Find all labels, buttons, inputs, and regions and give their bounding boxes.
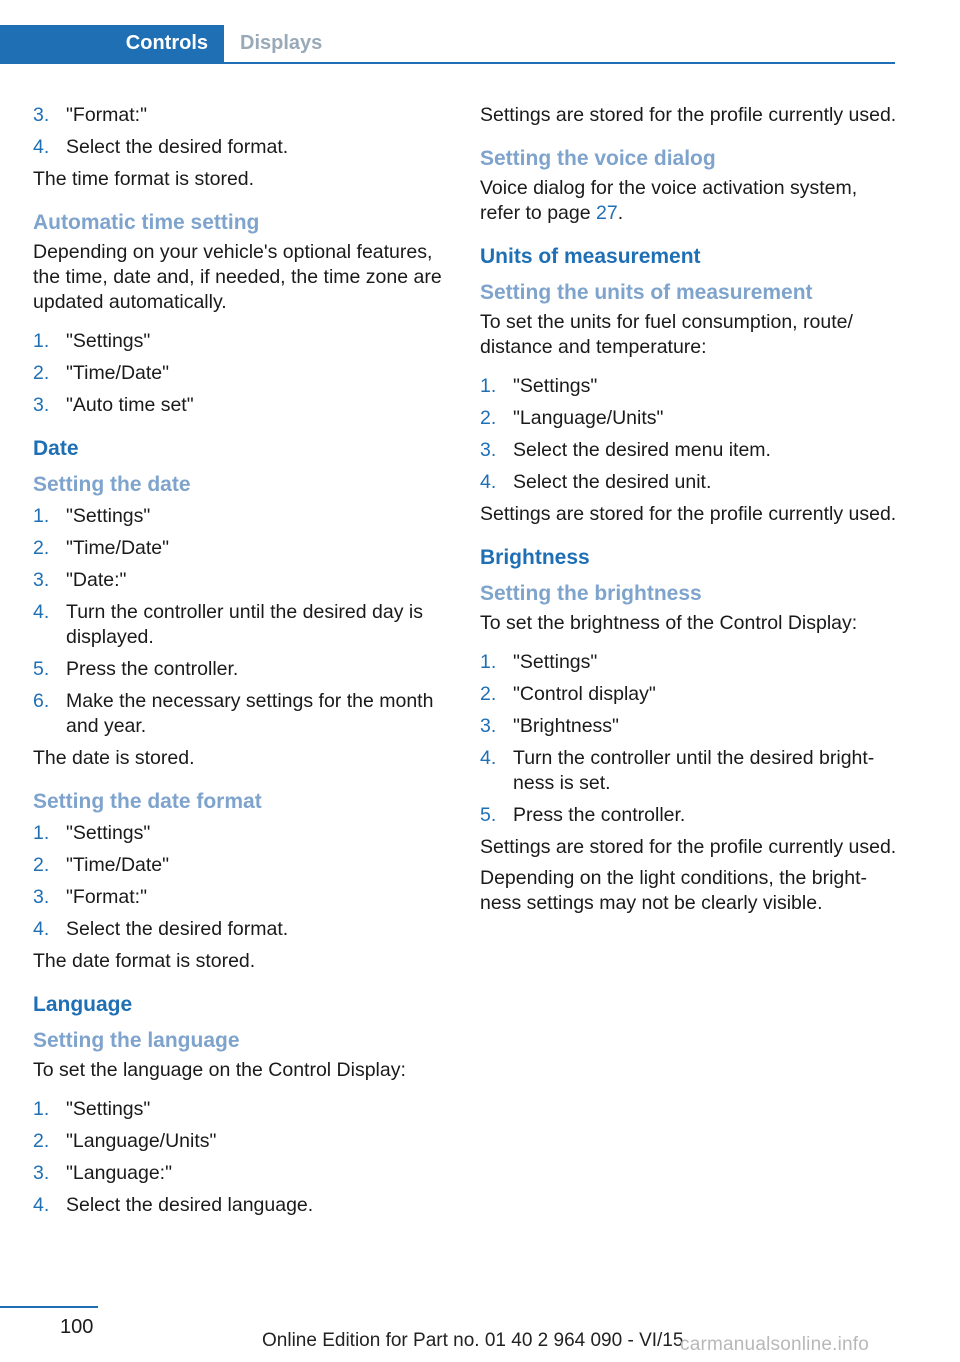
list-item — [480, 682, 900, 707]
step-text: "Brightness" — [513, 715, 619, 737]
list-item — [480, 406, 900, 431]
step-text: Select the desired menu item. — [513, 439, 771, 461]
set-units-text: To set the units for fuel consumption, route/ distance and temperature: — [480, 311, 853, 358]
list-item — [33, 885, 453, 910]
step-text: "Settings" — [66, 330, 151, 352]
step-text: Turn the controller until the desired bright‐ ness is set. — [513, 747, 875, 794]
profile-stored-text: Settings are stored for the profile currently used. — [480, 104, 897, 126]
step-number: 4. — [480, 471, 497, 493]
profile-stored-text: Settings are stored for the profile currently used. — [480, 503, 897, 525]
step-number: 3. — [33, 569, 50, 591]
edition-footer: Online Edition for Part no. 01 40 2 964 090 - VI/15 — [262, 1330, 684, 1351]
auto-time-heading: Automatic time setting — [33, 211, 260, 234]
voice-dialog-heading: Setting the voice dialog — [480, 147, 716, 170]
step-number: 3. — [480, 715, 497, 737]
step-number: 3. — [33, 104, 50, 126]
step-number: 2. — [33, 1130, 50, 1152]
step-text: Select the desired language. — [66, 1194, 314, 1216]
step-text: Press the controller. — [513, 804, 686, 826]
step-text: Press the controller. — [66, 658, 239, 680]
list-item — [33, 393, 453, 418]
list-item — [33, 917, 453, 942]
list-item — [33, 1161, 453, 1186]
list-set-brightness-steps — [480, 650, 900, 828]
voice-dialog-text — [480, 176, 900, 226]
light-conditions-text: Depending on the light conditions, the bright‐ ness settings may not be clearly visible. — [480, 867, 868, 914]
step-number: 5. — [480, 804, 497, 826]
step-text: Select the desired format. — [66, 918, 289, 940]
list-format-steps — [33, 103, 453, 160]
step-text: "Language:" — [66, 1162, 173, 1184]
profile-stored-text: Settings are stored for the profile currently used. — [480, 836, 897, 858]
language-heading: Language — [33, 993, 133, 1016]
set-language-text: To set the language on the Control Display: — [33, 1059, 406, 1081]
step-number: 1. — [480, 651, 497, 673]
step-number: 1. — [33, 1098, 50, 1120]
date-stored-text: The date is stored. — [33, 747, 195, 769]
step-text: "Language/Units" — [66, 1130, 217, 1152]
auto-time-text: Depending on your vehicle's optional features, the time, date and, if needed, the time zone are updated automatically. — [33, 241, 442, 313]
step-text: "Settings" — [66, 822, 151, 844]
step-text: "Language/Units" — [513, 407, 664, 429]
list-item — [33, 568, 453, 593]
list-item — [33, 689, 453, 739]
step-number: 2. — [33, 854, 50, 876]
list-set-language-steps — [33, 1097, 453, 1218]
set-brightness-heading: Setting the brightness — [480, 582, 702, 605]
left-column — [33, 103, 453, 1225]
list-date-format-steps — [33, 821, 453, 942]
date-format-stored-text: The date format is stored. — [33, 950, 256, 972]
step-number: 1. — [480, 375, 497, 397]
list-item — [33, 504, 453, 529]
units-heading: Units of measurement — [480, 245, 701, 268]
step-text: "Format:" — [66, 886, 148, 908]
step-number: 4. — [33, 136, 50, 158]
list-item — [33, 1129, 453, 1154]
list-item — [33, 103, 453, 128]
step-number: 2. — [33, 537, 50, 559]
step-text: Select the desired unit. — [513, 471, 712, 493]
list-item — [33, 853, 453, 878]
step-text: "Time/Date" — [66, 537, 170, 559]
date-heading: Date — [33, 437, 79, 460]
list-item — [480, 438, 900, 463]
step-number: 3. — [33, 886, 50, 908]
step-text: "Settings" — [513, 651, 598, 673]
brightness-heading: Brightness — [480, 546, 590, 569]
step-number: 2. — [33, 362, 50, 384]
set-date-heading: Setting the date — [33, 473, 191, 496]
list-item — [33, 657, 453, 682]
step-number: 1. — [33, 505, 50, 527]
step-text: Select the desired format. — [66, 136, 289, 158]
date-format-heading: Setting the date format — [33, 790, 262, 813]
step-text: "Time/Date" — [66, 362, 170, 384]
right-column — [480, 103, 900, 922]
list-item — [480, 374, 900, 399]
step-text: "Auto time set" — [66, 394, 194, 416]
step-number: 4. — [480, 747, 497, 769]
step-number: 3. — [33, 1162, 50, 1184]
step-text: "Format:" — [66, 104, 148, 126]
list-item — [33, 821, 453, 846]
voice-dialog-text-after: . — [617, 202, 624, 224]
list-set-date-steps — [33, 504, 453, 739]
step-number: 1. — [33, 822, 50, 844]
watermark: carmanualsonline.info — [680, 1334, 870, 1355]
step-text: "Settings" — [66, 505, 151, 527]
list-set-units-steps — [480, 374, 900, 495]
page-number-rule — [0, 1306, 98, 1308]
list-item — [480, 650, 900, 675]
list-item — [33, 600, 453, 650]
list-item — [33, 135, 453, 160]
step-number: 5. — [33, 658, 50, 680]
step-text: "Settings" — [66, 1098, 151, 1120]
list-auto-time-steps — [33, 329, 453, 418]
list-item — [33, 1193, 453, 1218]
set-language-heading: Setting the language — [33, 1029, 240, 1052]
step-number: 2. — [480, 683, 497, 705]
list-item — [33, 361, 453, 386]
voice-dialog-text-before: Voice dialog for the voice activation system, refer to page — [480, 177, 858, 224]
tab-displays[interactable] — [240, 25, 322, 62]
tab-controls[interactable] — [0, 25, 224, 62]
step-text: "Settings" — [513, 375, 598, 397]
step-text: Make the necessary settings for the month and year. — [66, 690, 434, 737]
list-item — [33, 1097, 453, 1122]
tab-controls-label: Controls — [125, 32, 208, 54]
set-units-heading: Setting the units of measurement — [480, 281, 813, 304]
step-text: "Control display" — [513, 683, 656, 705]
list-item — [480, 470, 900, 495]
time-stored-text: The time format is stored. — [33, 168, 255, 190]
page-number: 100 — [60, 1316, 94, 1338]
page-link[interactable]: 27 — [596, 202, 618, 224]
set-brightness-text: To set the brightness of the Control Display: — [480, 612, 858, 634]
list-item — [480, 714, 900, 739]
step-text: Turn the controller until the desired day is displayed. — [66, 601, 423, 648]
step-number: 3. — [33, 394, 50, 416]
step-number: 1. — [33, 330, 50, 352]
step-number: 2. — [480, 407, 497, 429]
list-item — [480, 803, 900, 828]
list-item — [480, 746, 900, 796]
step-number: 4. — [33, 918, 50, 940]
step-text: "Time/Date" — [66, 854, 170, 876]
step-text: "Date:" — [66, 569, 127, 591]
step-number: 6. — [33, 690, 50, 712]
list-item — [33, 329, 453, 354]
step-number: 4. — [33, 601, 50, 623]
list-item — [33, 536, 453, 561]
tab-displays-label: Displays — [240, 32, 323, 54]
step-number: 4. — [33, 1194, 50, 1216]
step-number: 3. — [480, 439, 497, 461]
